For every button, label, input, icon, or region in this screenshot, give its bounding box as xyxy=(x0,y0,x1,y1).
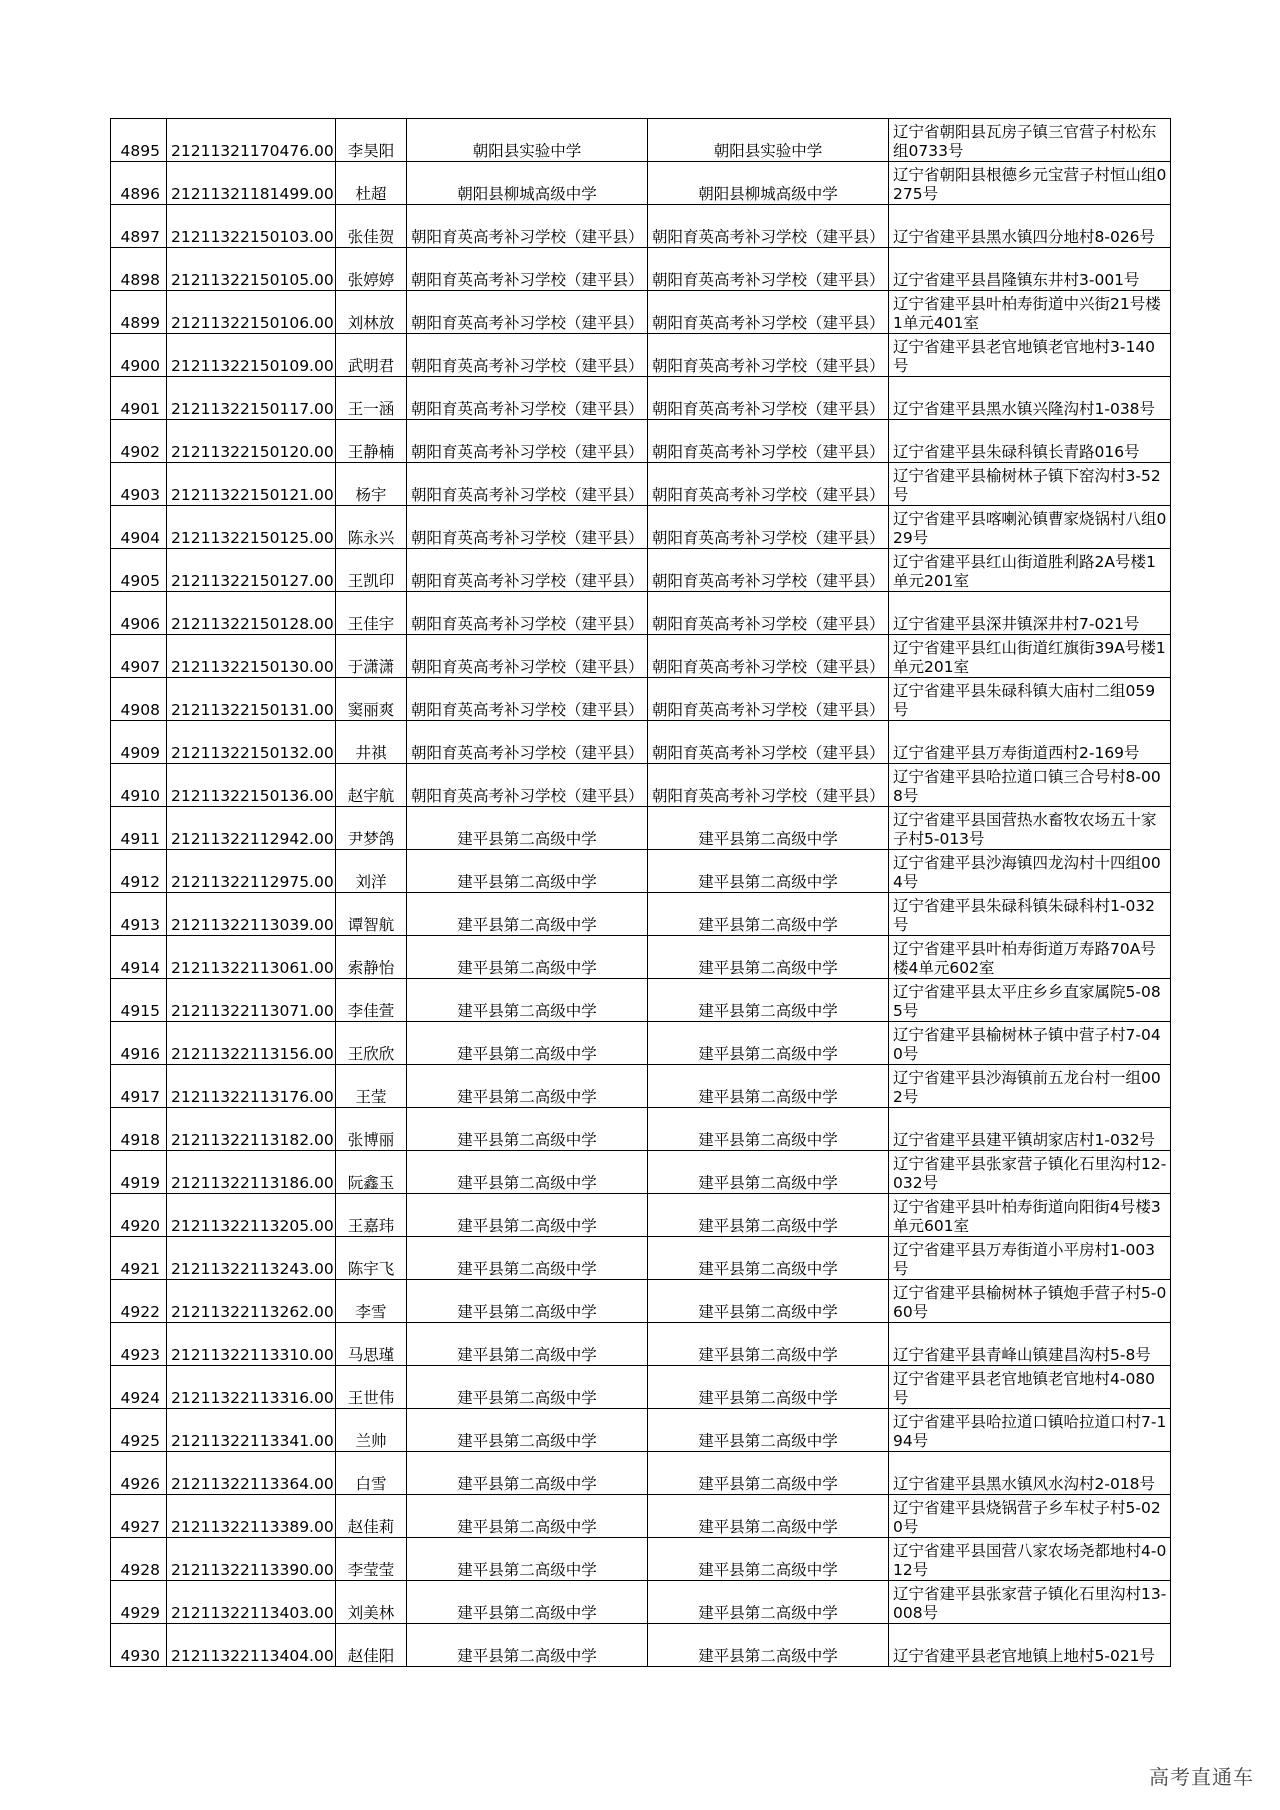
table-row xyxy=(111,1323,1171,1366)
graduation-school-cell: 建平县第二高级中学 xyxy=(407,1151,648,1194)
table-row xyxy=(111,334,1171,377)
row-index-cell: 4928 xyxy=(111,1538,167,1581)
application-school-cell: 建平县第二高级中学 xyxy=(648,1194,889,1237)
row-index-cell: 4924 xyxy=(111,1366,167,1409)
graduation-school-cell: 朝阳育英高考补习学校（建平县） xyxy=(407,334,648,377)
row-index-cell: 4897 xyxy=(111,205,167,248)
student-name-cell: 刘洋 xyxy=(336,850,407,893)
application-school-cell: 建平县第二高级中学 xyxy=(648,807,889,850)
student-name-cell: 李昊阳 xyxy=(336,119,407,162)
graduation-school-cell: 建平县第二高级中学 xyxy=(407,1581,648,1624)
application-school-cell: 建平县第二高级中学 xyxy=(648,893,889,936)
row-index-cell: 4916 xyxy=(111,1022,167,1065)
exam-number-cell: 21211322113341.00 xyxy=(167,1409,336,1452)
student-name-cell: 赵佳阳 xyxy=(336,1624,407,1667)
graduation-school-cell: 朝阳育英高考补习学校（建平县） xyxy=(407,377,648,420)
graduation-school-cell: 建平县第二高级中学 xyxy=(407,1237,648,1280)
home-address-cell: 辽宁省建平县深井镇深井村7-021号 xyxy=(889,592,1171,635)
exam-number-cell: 21211322113176.00 xyxy=(167,1065,336,1108)
home-address-cell: 辽宁省建平县榆树林子镇中营子村7-040号 xyxy=(889,1022,1171,1065)
home-address-cell: 辽宁省建平县榆树林子镇下窑沟村3-52号 xyxy=(889,463,1171,506)
row-index-cell: 4929 xyxy=(111,1581,167,1624)
row-index-cell: 4904 xyxy=(111,506,167,549)
home-address-cell: 辽宁省建平县国营八家农场尧都地村4-012号 xyxy=(889,1538,1171,1581)
row-index-cell: 4922 xyxy=(111,1280,167,1323)
graduation-school-cell: 朝阳育英高考补习学校（建平县） xyxy=(407,506,648,549)
home-address-cell: 辽宁省朝阳县根德乡元宝营子村恒山组0275号 xyxy=(889,162,1171,205)
table-row xyxy=(111,1065,1171,1108)
table-row xyxy=(111,377,1171,420)
application-school-cell: 建平县第二高级中学 xyxy=(648,1409,889,1452)
application-school-cell: 建平县第二高级中学 xyxy=(648,1495,889,1538)
exam-number-cell: 21211322150105.00 xyxy=(167,248,336,291)
home-address-cell: 辽宁省建平县叶柏寿街道中兴街21号楼1单元401室 xyxy=(889,291,1171,334)
student-name-cell: 杨宇 xyxy=(336,463,407,506)
exam-number-cell: 21211322113243.00 xyxy=(167,1237,336,1280)
table-row xyxy=(111,1495,1171,1538)
row-index-cell: 4907 xyxy=(111,635,167,678)
table-row xyxy=(111,1022,1171,1065)
student-name-cell: 王佳宇 xyxy=(336,592,407,635)
row-index-cell: 4913 xyxy=(111,893,167,936)
row-index-cell: 4901 xyxy=(111,377,167,420)
exam-number-cell: 21211322113389.00 xyxy=(167,1495,336,1538)
row-index-cell: 4906 xyxy=(111,592,167,635)
home-address-cell: 辽宁省建平县建平镇胡家店村1-032号 xyxy=(889,1108,1171,1151)
table-row xyxy=(111,291,1171,334)
graduation-school-cell: 建平县第二高级中学 xyxy=(407,1108,648,1151)
student-name-cell: 谭智航 xyxy=(336,893,407,936)
application-school-cell: 建平县第二高级中学 xyxy=(648,936,889,979)
application-school-cell: 建平县第二高级中学 xyxy=(648,1108,889,1151)
student-name-cell: 尹梦鸽 xyxy=(336,807,407,850)
table-row xyxy=(111,635,1171,678)
home-address-cell: 辽宁省建平县老官地镇老官地村4-080号 xyxy=(889,1366,1171,1409)
exam-number-cell: 21211322150128.00 xyxy=(167,592,336,635)
exam-number-cell: 21211322113262.00 xyxy=(167,1280,336,1323)
application-school-cell: 朝阳育英高考补习学校（建平县） xyxy=(648,420,889,463)
student-name-cell: 阮鑫玉 xyxy=(336,1151,407,1194)
graduation-school-cell: 朝阳育英高考补习学校（建平县） xyxy=(407,420,648,463)
exam-number-cell: 21211322150121.00 xyxy=(167,463,336,506)
exam-number-cell: 21211322150127.00 xyxy=(167,549,336,592)
home-address-cell: 辽宁省建平县太平庄乡乡直家属院5-085号 xyxy=(889,979,1171,1022)
home-address-cell: 辽宁省建平县朱碌科镇大庙村二组059号 xyxy=(889,678,1171,721)
application-school-cell: 建平县第二高级中学 xyxy=(648,1151,889,1194)
home-address-cell: 辽宁省朝阳县瓦房子镇三官营子村松东组0733号 xyxy=(889,119,1171,162)
student-name-cell: 王莹 xyxy=(336,1065,407,1108)
graduation-school-cell: 建平县第二高级中学 xyxy=(407,1624,648,1667)
row-index-cell: 4896 xyxy=(111,162,167,205)
exam-number-cell: 21211322112942.00 xyxy=(167,807,336,850)
row-index-cell: 4930 xyxy=(111,1624,167,1667)
student-name-cell: 张佳贺 xyxy=(336,205,407,248)
application-school-cell: 朝阳县实验中学 xyxy=(648,119,889,162)
student-name-cell: 井祺 xyxy=(336,721,407,764)
application-school-cell: 朝阳育英高考补习学校（建平县） xyxy=(648,377,889,420)
table-row xyxy=(111,549,1171,592)
exam-number-cell: 21211322150131.00 xyxy=(167,678,336,721)
row-index-cell: 4917 xyxy=(111,1065,167,1108)
application-school-cell: 朝阳育英高考补习学校（建平县） xyxy=(648,635,889,678)
application-school-cell: 建平县第二高级中学 xyxy=(648,1280,889,1323)
home-address-cell: 辽宁省建平县榆树林子镇炮手营子村5-060号 xyxy=(889,1280,1171,1323)
student-name-cell: 李雪 xyxy=(336,1280,407,1323)
table-row xyxy=(111,893,1171,936)
application-school-cell: 朝阳育英高考补习学校（建平县） xyxy=(648,463,889,506)
home-address-cell: 辽宁省建平县老官地镇老官地村3-140号 xyxy=(889,334,1171,377)
home-address-cell: 辽宁省建平县烧锅营子乡车杖子村5-020号 xyxy=(889,1495,1171,1538)
row-index-cell: 4899 xyxy=(111,291,167,334)
student-roster-table xyxy=(110,118,1171,1667)
application-school-cell: 建平县第二高级中学 xyxy=(648,1538,889,1581)
student-name-cell: 马思瑾 xyxy=(336,1323,407,1366)
row-index-cell: 4895 xyxy=(111,119,167,162)
graduation-school-cell: 建平县第二高级中学 xyxy=(407,1495,648,1538)
student-name-cell: 王一涵 xyxy=(336,377,407,420)
application-school-cell: 朝阳育英高考补习学校（建平县） xyxy=(648,592,889,635)
application-school-cell: 建平县第二高级中学 xyxy=(648,1581,889,1624)
table-body xyxy=(111,119,1171,1667)
row-index-cell: 4910 xyxy=(111,764,167,807)
row-index-cell: 4918 xyxy=(111,1108,167,1151)
student-name-cell: 窦丽爽 xyxy=(336,678,407,721)
student-name-cell: 张博丽 xyxy=(336,1108,407,1151)
exam-number-cell: 21211322113039.00 xyxy=(167,893,336,936)
home-address-cell: 辽宁省建平县青峰山镇建昌沟村5-8号 xyxy=(889,1323,1171,1366)
exam-number-cell: 21211322113186.00 xyxy=(167,1151,336,1194)
application-school-cell: 建平县第二高级中学 xyxy=(648,1624,889,1667)
graduation-school-cell: 建平县第二高级中学 xyxy=(407,1538,648,1581)
exam-number-cell: 21211322113403.00 xyxy=(167,1581,336,1624)
row-index-cell: 4911 xyxy=(111,807,167,850)
row-index-cell: 4925 xyxy=(111,1409,167,1452)
row-index-cell: 4908 xyxy=(111,678,167,721)
home-address-cell: 辽宁省建平县万寿街道西村2-169号 xyxy=(889,721,1171,764)
home-address-cell: 辽宁省建平县朱碌科镇长青路016号 xyxy=(889,420,1171,463)
application-school-cell: 建平县第二高级中学 xyxy=(648,1065,889,1108)
graduation-school-cell: 建平县第二高级中学 xyxy=(407,979,648,1022)
table-row xyxy=(111,1280,1171,1323)
table-row xyxy=(111,1194,1171,1237)
exam-number-cell: 21211322150106.00 xyxy=(167,291,336,334)
graduation-school-cell: 朝阳育英高考补习学校（建平县） xyxy=(407,291,648,334)
home-address-cell: 辽宁省建平县朱碌科镇朱碌科村1-032号 xyxy=(889,893,1171,936)
graduation-school-cell: 朝阳县实验中学 xyxy=(407,119,648,162)
exam-number-cell: 21211322113390.00 xyxy=(167,1538,336,1581)
graduation-school-cell: 朝阳育英高考补习学校（建平县） xyxy=(407,205,648,248)
exam-number-cell: 21211322150130.00 xyxy=(167,635,336,678)
row-index-cell: 4923 xyxy=(111,1323,167,1366)
row-index-cell: 4903 xyxy=(111,463,167,506)
table-row xyxy=(111,119,1171,162)
graduation-school-cell: 建平县第二高级中学 xyxy=(407,1452,648,1495)
home-address-cell: 辽宁省建平县哈拉道口镇哈拉道口村7-194号 xyxy=(889,1409,1171,1452)
exam-number-cell: 21211322112975.00 xyxy=(167,850,336,893)
exam-number-cell: 21211322113071.00 xyxy=(167,979,336,1022)
table-row xyxy=(111,764,1171,807)
row-index-cell: 4921 xyxy=(111,1237,167,1280)
table-row xyxy=(111,1409,1171,1452)
table-row xyxy=(111,1538,1171,1581)
graduation-school-cell: 建平县第二高级中学 xyxy=(407,1366,648,1409)
graduation-school-cell: 朝阳育英高考补习学校（建平县） xyxy=(407,592,648,635)
row-index-cell: 4927 xyxy=(111,1495,167,1538)
student-name-cell: 白雪 xyxy=(336,1452,407,1495)
table-row xyxy=(111,463,1171,506)
application-school-cell: 朝阳育英高考补习学校（建平县） xyxy=(648,721,889,764)
graduation-school-cell: 建平县第二高级中学 xyxy=(407,893,648,936)
application-school-cell: 朝阳育英高考补习学校（建平县） xyxy=(648,764,889,807)
exam-number-cell: 21211322113404.00 xyxy=(167,1624,336,1667)
row-index-cell: 4919 xyxy=(111,1151,167,1194)
graduation-school-cell: 建平县第二高级中学 xyxy=(407,850,648,893)
row-index-cell: 4898 xyxy=(111,248,167,291)
graduation-school-cell: 朝阳育英高考补习学校（建平县） xyxy=(407,463,648,506)
graduation-school-cell: 建平县第二高级中学 xyxy=(407,1323,648,1366)
home-address-cell: 辽宁省建平县哈拉道口镇三合号村8-008号 xyxy=(889,764,1171,807)
table-row xyxy=(111,1452,1171,1495)
home-address-cell: 辽宁省建平县黑水镇四分地村8-026号 xyxy=(889,205,1171,248)
graduation-school-cell: 朝阳育英高考补习学校（建平县） xyxy=(407,764,648,807)
row-index-cell: 4915 xyxy=(111,979,167,1022)
home-address-cell: 辽宁省建平县黑水镇兴隆沟村1-038号 xyxy=(889,377,1171,420)
row-index-cell: 4926 xyxy=(111,1452,167,1495)
student-name-cell: 索静怡 xyxy=(336,936,407,979)
table-row xyxy=(111,162,1171,205)
table-row xyxy=(111,1366,1171,1409)
exam-number-cell: 21211322150109.00 xyxy=(167,334,336,377)
row-index-cell: 4914 xyxy=(111,936,167,979)
student-name-cell: 武明君 xyxy=(336,334,407,377)
table-row xyxy=(111,678,1171,721)
application-school-cell: 朝阳育英高考补习学校（建平县） xyxy=(648,248,889,291)
application-school-cell: 朝阳育英高考补习学校（建平县） xyxy=(648,334,889,377)
row-index-cell: 4912 xyxy=(111,850,167,893)
student-name-cell: 王静楠 xyxy=(336,420,407,463)
table-row xyxy=(111,248,1171,291)
graduation-school-cell: 建平县第二高级中学 xyxy=(407,936,648,979)
table-row xyxy=(111,1108,1171,1151)
exam-number-cell: 21211322150120.00 xyxy=(167,420,336,463)
graduation-school-cell: 朝阳育英高考补习学校（建平县） xyxy=(407,549,648,592)
student-name-cell: 王世伟 xyxy=(336,1366,407,1409)
exam-number-cell: 21211321170476.00 xyxy=(167,119,336,162)
table-row xyxy=(111,205,1171,248)
home-address-cell: 辽宁省建平县老官地镇上地村5-021号 xyxy=(889,1624,1171,1667)
graduation-school-cell: 建平县第二高级中学 xyxy=(407,1194,648,1237)
home-address-cell: 辽宁省建平县红山街道胜利路2A号楼1单元201室 xyxy=(889,549,1171,592)
graduation-school-cell: 建平县第二高级中学 xyxy=(407,1022,648,1065)
table-row xyxy=(111,850,1171,893)
application-school-cell: 建平县第二高级中学 xyxy=(648,1452,889,1495)
student-name-cell: 张婷婷 xyxy=(336,248,407,291)
student-name-cell: 李佳萱 xyxy=(336,979,407,1022)
home-address-cell: 辽宁省建平县张家营子镇化石里沟村13-008号 xyxy=(889,1581,1171,1624)
application-school-cell: 朝阳育英高考补习学校（建平县） xyxy=(648,678,889,721)
home-address-cell: 辽宁省建平县昌隆镇东井村3-001号 xyxy=(889,248,1171,291)
exam-number-cell: 21211322113364.00 xyxy=(167,1452,336,1495)
student-name-cell: 王嘉玮 xyxy=(336,1194,407,1237)
application-school-cell: 朝阳育英高考补习学校（建平县） xyxy=(648,205,889,248)
exam-number-cell: 21211322150103.00 xyxy=(167,205,336,248)
watermark-text: 高考直通车 xyxy=(1149,1765,1254,1789)
table-row xyxy=(111,1581,1171,1624)
student-name-cell: 陈永兴 xyxy=(336,506,407,549)
table-row xyxy=(111,807,1171,850)
graduation-school-cell: 建平县第二高级中学 xyxy=(407,807,648,850)
row-index-cell: 4909 xyxy=(111,721,167,764)
table-row xyxy=(111,1624,1171,1667)
exam-number-cell: 21211322113310.00 xyxy=(167,1323,336,1366)
student-name-cell: 陈宇飞 xyxy=(336,1237,407,1280)
exam-number-cell: 21211322113182.00 xyxy=(167,1108,336,1151)
student-name-cell: 李莹莹 xyxy=(336,1538,407,1581)
student-name-cell: 刘美林 xyxy=(336,1581,407,1624)
table-row xyxy=(111,979,1171,1022)
home-address-cell: 辽宁省建平县红山街道红旗街39A号楼1单元201室 xyxy=(889,635,1171,678)
home-address-cell: 辽宁省建平县沙海镇前五龙台村一组002号 xyxy=(889,1065,1171,1108)
application-school-cell: 建平县第二高级中学 xyxy=(648,850,889,893)
student-name-cell: 刘林放 xyxy=(336,291,407,334)
graduation-school-cell: 建平县第二高级中学 xyxy=(407,1409,648,1452)
home-address-cell: 辽宁省建平县张家营子镇化石里沟村12-032号 xyxy=(889,1151,1171,1194)
row-index-cell: 4905 xyxy=(111,549,167,592)
graduation-school-cell: 朝阳育英高考补习学校（建平县） xyxy=(407,635,648,678)
table-row xyxy=(111,721,1171,764)
table-row xyxy=(111,1151,1171,1194)
exam-number-cell: 21211321181499.00 xyxy=(167,162,336,205)
row-index-cell: 4920 xyxy=(111,1194,167,1237)
exam-number-cell: 21211322113156.00 xyxy=(167,1022,336,1065)
table-row xyxy=(111,420,1171,463)
home-address-cell: 辽宁省建平县黑水镇风水沟村2-018号 xyxy=(889,1452,1171,1495)
student-name-cell: 于潇潇 xyxy=(336,635,407,678)
application-school-cell: 朝阳育英高考补习学校（建平县） xyxy=(648,549,889,592)
application-school-cell: 朝阳育英高考补习学校（建平县） xyxy=(648,291,889,334)
application-school-cell: 建平县第二高级中学 xyxy=(648,1237,889,1280)
application-school-cell: 朝阳县柳城高级中学 xyxy=(648,162,889,205)
home-address-cell: 辽宁省建平县国营热水畜牧农场五十家子村5-013号 xyxy=(889,807,1171,850)
exam-number-cell: 21211322150132.00 xyxy=(167,721,336,764)
exam-number-cell: 21211322113316.00 xyxy=(167,1366,336,1409)
student-name-cell: 赵佳莉 xyxy=(336,1495,407,1538)
home-address-cell: 辽宁省建平县叶柏寿街道向阳街4号楼3单元601室 xyxy=(889,1194,1171,1237)
home-address-cell: 辽宁省建平县叶柏寿街道万寿路70A号楼4单元602室 xyxy=(889,936,1171,979)
application-school-cell: 建平县第二高级中学 xyxy=(648,1323,889,1366)
graduation-school-cell: 朝阳育英高考补习学校（建平县） xyxy=(407,678,648,721)
graduation-school-cell: 建平县第二高级中学 xyxy=(407,1065,648,1108)
application-school-cell: 建平县第二高级中学 xyxy=(648,979,889,1022)
row-index-cell: 4900 xyxy=(111,334,167,377)
student-name-cell: 王欣欣 xyxy=(336,1022,407,1065)
exam-number-cell: 21211322150117.00 xyxy=(167,377,336,420)
graduation-school-cell: 朝阳育英高考补习学校（建平县） xyxy=(407,721,648,764)
row-index-cell: 4902 xyxy=(111,420,167,463)
exam-number-cell: 21211322113205.00 xyxy=(167,1194,336,1237)
table-row xyxy=(111,1237,1171,1280)
table-row xyxy=(111,936,1171,979)
exam-number-cell: 21211322113061.00 xyxy=(167,936,336,979)
application-school-cell: 朝阳育英高考补习学校（建平县） xyxy=(648,506,889,549)
student-name-cell: 兰帅 xyxy=(336,1409,407,1452)
table-row xyxy=(111,506,1171,549)
exam-number-cell: 21211322150125.00 xyxy=(167,506,336,549)
home-address-cell: 辽宁省建平县万寿街道小平房村1-003号 xyxy=(889,1237,1171,1280)
graduation-school-cell: 朝阳育英高考补习学校（建平县） xyxy=(407,248,648,291)
exam-number-cell: 21211322150136.00 xyxy=(167,764,336,807)
home-address-cell: 辽宁省建平县喀喇沁镇曹家烧锅村八组029号 xyxy=(889,506,1171,549)
home-address-cell: 辽宁省建平县沙海镇四龙沟村十四组004号 xyxy=(889,850,1171,893)
graduation-school-cell: 朝阳县柳城高级中学 xyxy=(407,162,648,205)
application-school-cell: 建平县第二高级中学 xyxy=(648,1366,889,1409)
application-school-cell: 建平县第二高级中学 xyxy=(648,1022,889,1065)
graduation-school-cell: 建平县第二高级中学 xyxy=(407,1280,648,1323)
student-name-cell: 王凯印 xyxy=(336,549,407,592)
table-row xyxy=(111,592,1171,635)
student-name-cell: 赵宇航 xyxy=(336,764,407,807)
student-name-cell: 杜超 xyxy=(336,162,407,205)
